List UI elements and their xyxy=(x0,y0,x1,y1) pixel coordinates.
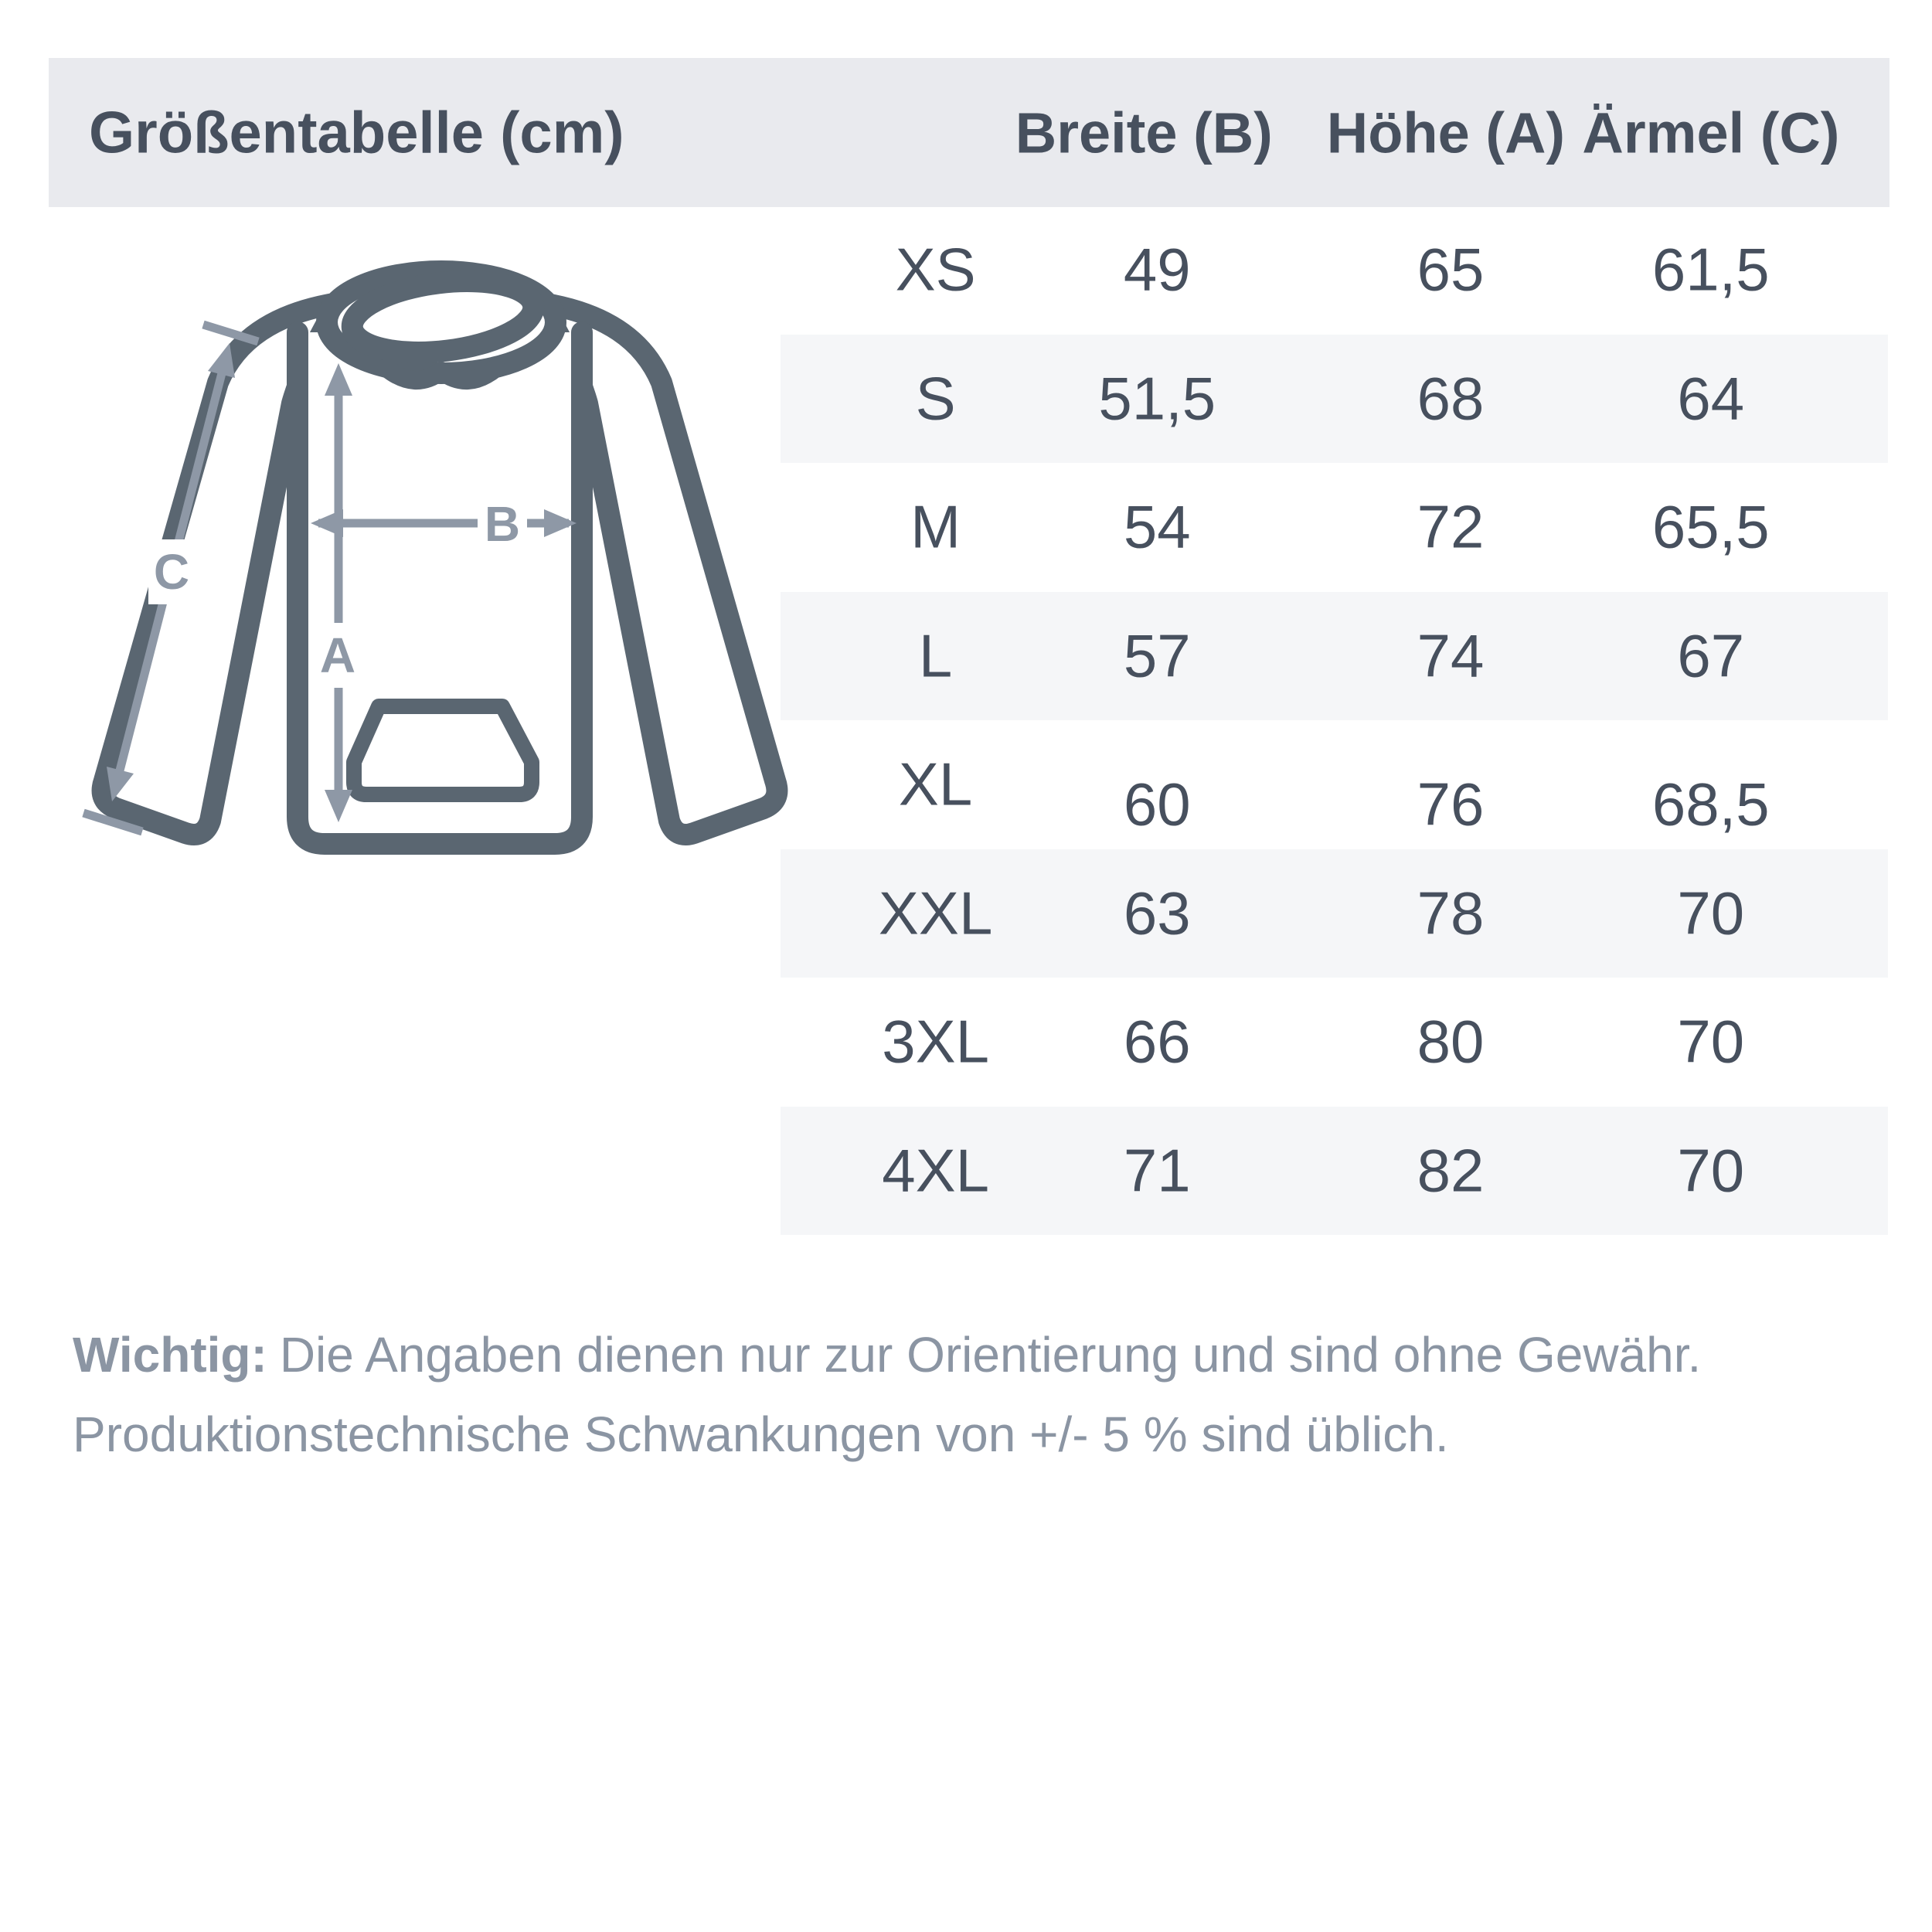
cell-c-s: 64 xyxy=(1677,364,1745,433)
cell-h-l: 74 xyxy=(1417,621,1485,690)
cell-c-xl: 68,5 xyxy=(1651,770,1770,838)
table-row-xxl xyxy=(781,849,1888,978)
table-row-xs xyxy=(781,206,1888,335)
dimension-b-label: B xyxy=(484,496,521,552)
dimension-c-label: C xyxy=(153,544,190,600)
cell-b-xs: 49 xyxy=(1123,235,1191,304)
cell-b-s: 51,5 xyxy=(1098,364,1216,433)
cell-b-xl: 60 xyxy=(1123,770,1191,838)
column-header-hoehe: Höhe (A) xyxy=(1326,100,1566,165)
cell-c-3xl: 70 xyxy=(1677,1007,1745,1076)
cell-h-m: 72 xyxy=(1417,492,1485,561)
cell-c-m: 65,5 xyxy=(1651,492,1770,561)
hoodie-measurement-diagram xyxy=(46,216,796,881)
size-table-rows xyxy=(781,206,1888,1235)
cell-h-xl: 76 xyxy=(1417,770,1485,838)
table-row-l xyxy=(781,592,1888,721)
cell-b-3xl: 66 xyxy=(1123,1007,1191,1076)
dimension-a-label: A xyxy=(319,628,356,683)
table-row-3xl xyxy=(781,978,1888,1107)
hoodie-pocket xyxy=(354,706,532,794)
cell-b-m: 54 xyxy=(1123,492,1191,561)
cell-size-3xl: 3XL xyxy=(882,1007,990,1076)
cell-h-xs: 65 xyxy=(1417,235,1485,304)
note-line2: Produktionstechnische Schwankungen von +/- 5 % sind üblich. xyxy=(73,1406,1449,1462)
table-row-xl xyxy=(781,720,1888,849)
note-text xyxy=(73,1315,1873,1475)
cell-b-l: 57 xyxy=(1123,621,1191,690)
cell-size-xxl: XXL xyxy=(878,879,993,947)
cell-h-4xl: 82 xyxy=(1417,1136,1485,1205)
cell-size-xs: XS xyxy=(895,235,976,304)
cell-size-m: M xyxy=(910,492,961,561)
cell-h-s: 68 xyxy=(1417,364,1485,433)
cell-b-xxl: 63 xyxy=(1123,879,1191,947)
column-header-aermel: Ärmel (C) xyxy=(1582,100,1840,165)
page-title: Größentabelle (cm) xyxy=(89,100,624,165)
cell-size-l: L xyxy=(918,621,953,690)
cell-size-s: S xyxy=(915,364,956,433)
hoodie-collar xyxy=(386,368,496,380)
size-chart-header xyxy=(49,58,1889,207)
cell-h-3xl: 80 xyxy=(1417,1007,1485,1076)
column-header-breite: Breite (B) xyxy=(1015,100,1273,165)
cell-c-4xl: 70 xyxy=(1677,1136,1745,1205)
note-line1: Die Angaben dienen nur zur Orientierung und sind ohne Gewähr. xyxy=(279,1327,1702,1383)
table-row-s xyxy=(781,335,1888,464)
cell-b-4xl: 71 xyxy=(1123,1136,1191,1205)
cell-size-xl: XL xyxy=(898,750,973,818)
cell-size-4xl: 4XL xyxy=(882,1136,990,1205)
cell-c-xs: 61,5 xyxy=(1651,235,1770,304)
table-row-4xl xyxy=(781,1107,1888,1236)
cell-c-l: 67 xyxy=(1677,621,1745,690)
cell-h-xxl: 78 xyxy=(1417,879,1485,947)
note-label: Wichtig: xyxy=(73,1327,267,1383)
table-row-m xyxy=(781,463,1888,592)
cell-c-xxl: 70 xyxy=(1677,879,1745,947)
